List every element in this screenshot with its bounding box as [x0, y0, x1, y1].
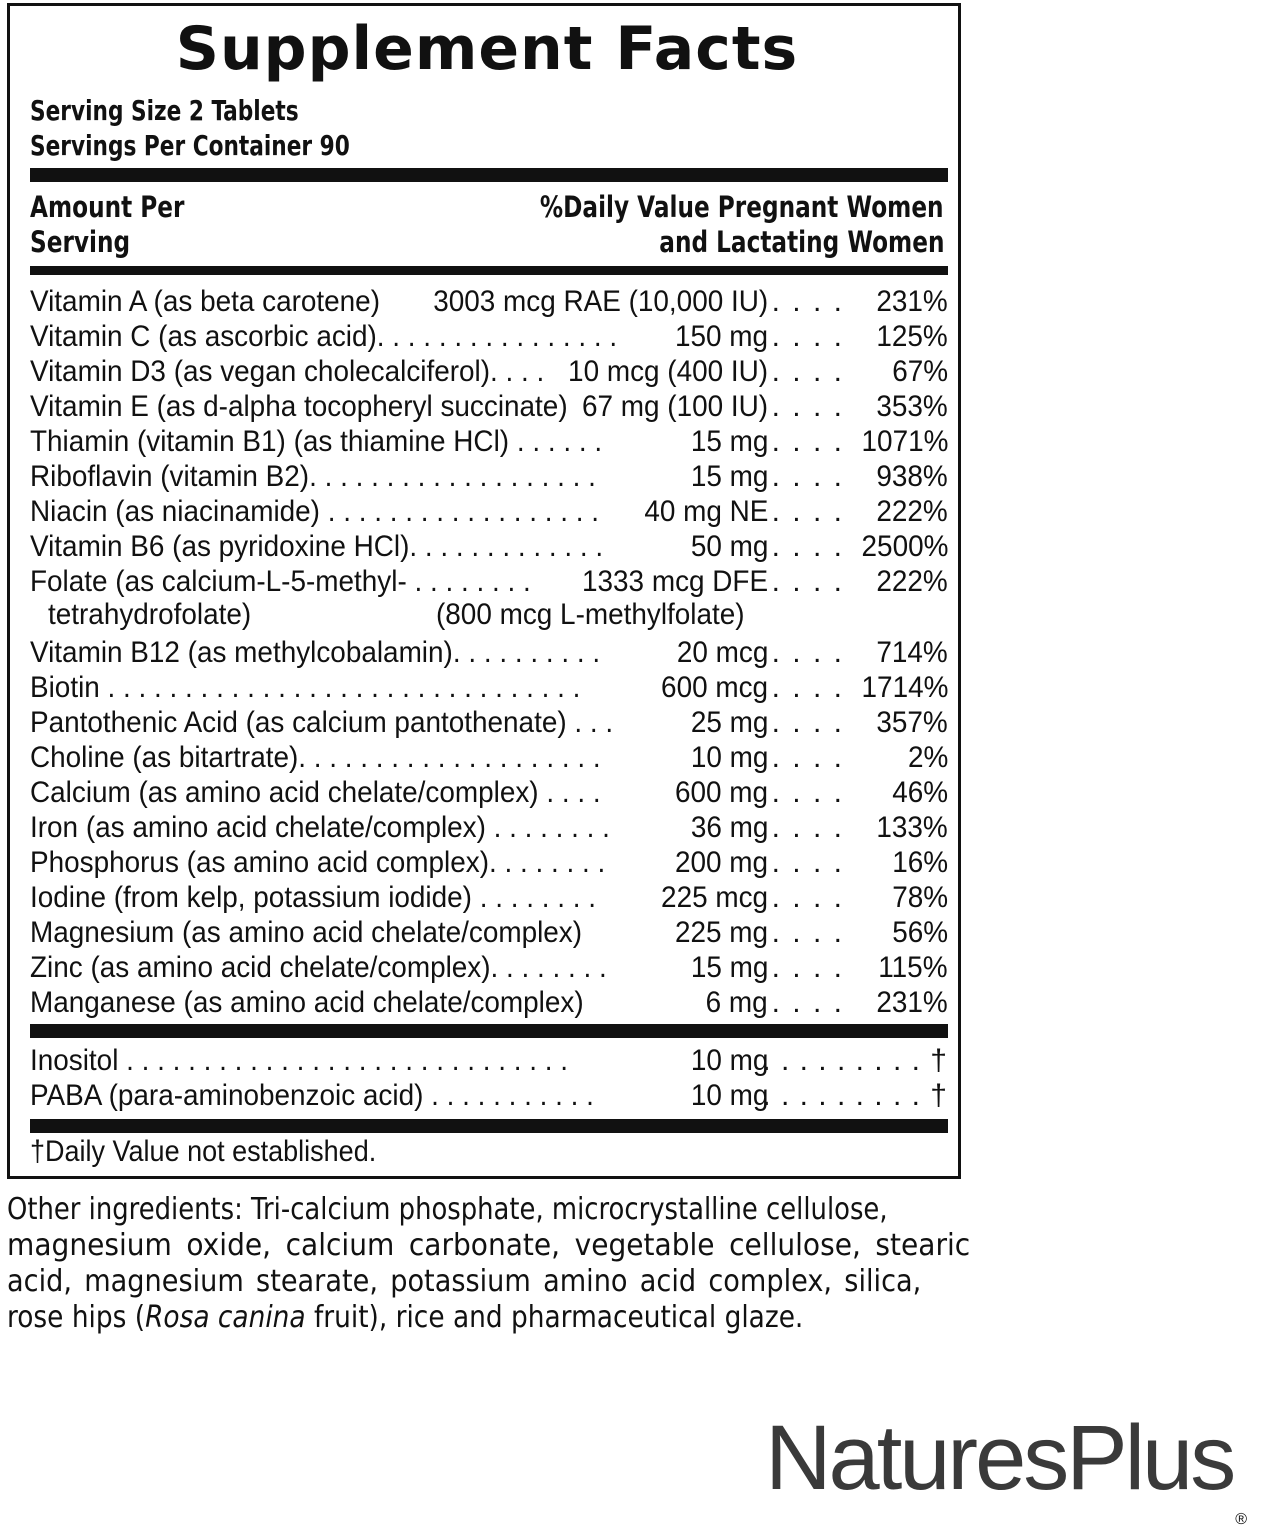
nutrient-amount: 6 mg: [705, 986, 768, 1019]
nutrient-row: [30, 880, 948, 915]
nutrient-row: [30, 529, 948, 564]
line4-end: fruit), rice and pharmaceutical glaze.: [305, 1300, 804, 1335]
nutrient-amount: 15 mg: [690, 425, 768, 458]
leader-dots: . . . .: [771, 425, 844, 458]
header-amount-per: Amount Per: [30, 190, 185, 224]
thick-rule-bottom: [30, 1119, 948, 1133]
nutrient-row: [30, 985, 948, 1020]
nutrient-amount: 150 mg: [674, 320, 768, 353]
nutrient-amount: 36 mg: [690, 811, 768, 844]
nutrient-daily-value: 357%: [876, 706, 948, 739]
nutrient-row: [30, 845, 948, 880]
nutrient-label: Calcium (as amino acid chelate/complex) . . . .: [30, 776, 601, 809]
nutrient-amount: 20 mcg: [676, 636, 768, 669]
nutrient-label: Phosphorus (as amino acid complex). . . . . . . .: [30, 846, 606, 879]
panel-title: Supplement Facts: [175, 14, 799, 84]
nutrient-label: Vitamin B6 (as pyridoxine HCl). . . . . . . . . . . . .: [30, 530, 604, 563]
other-nutrient-row: [30, 1043, 948, 1078]
leader-dots: . . . .: [771, 390, 844, 423]
nutrient-row: [30, 740, 948, 775]
nutrient-label: Vitamin E (as d-alpha tocopheryl succinate): [30, 390, 568, 423]
leader-dots: . . . .: [771, 636, 844, 669]
header-serving: Serving: [30, 225, 131, 259]
leader-dots: . . . .: [771, 916, 844, 949]
nutrient-label: Pantothenic Acid (as calcium pantothenate) . . .: [30, 706, 614, 739]
supplement-facts-panel: [7, 3, 961, 1179]
leader-dots: . . . .: [771, 706, 844, 739]
nutrient-amount: 10 mg: [690, 1044, 768, 1077]
nutrient-amount: 25 mg: [690, 706, 768, 739]
nutrient-amount: 67 mg (100 IU): [581, 390, 768, 423]
nutrient-row: [30, 564, 948, 599]
nutrient-row: [30, 635, 948, 670]
leader-dots: . . . .: [771, 881, 844, 914]
leader-dots: . . . .: [771, 320, 844, 353]
folate-continuation-amount: (800 mcg L-methylfolate): [436, 598, 745, 631]
nutrient-amount: 10 mcg (400 IU): [567, 355, 768, 388]
nutrient-daily-value: 115%: [878, 951, 948, 984]
nutrient-label: Vitamin D3 (as vegan cholecalciferol). . . .: [30, 355, 545, 388]
footnote: †Daily Value not established.: [30, 1135, 377, 1168]
nutrient-label: Magnesium (as amino acid chelate/complex): [30, 916, 583, 949]
nutrient-amount: 50 mg: [690, 530, 768, 563]
nutrient-row: [30, 915, 948, 950]
nutrient-amount: 15 mg: [690, 460, 768, 493]
nutrient-daily-value: . . . . . . . . . †: [762, 1044, 948, 1077]
serving-size: Serving Size 2 Tablets: [30, 94, 299, 127]
nutrient-amount: 200 mg: [674, 846, 768, 879]
other-ingredients-line-2: magnesium oxide, calcium carbonate, vegetable cellulose, stearic: [7, 1228, 971, 1263]
nutrient-amount: 10 mg: [690, 1079, 768, 1112]
nutrient-daily-value: 714%: [876, 636, 948, 669]
nutrient-label: Riboflavin (vitamin B2). . . . . . . . . . . . . . . . . . .: [30, 460, 596, 493]
header-daily-value: %Daily Value Pregnant Women: [540, 190, 944, 224]
other-ingredients-line-4: [7, 1300, 852, 1336]
nutrient-amount: 3003 mcg RAE (10,000 IU): [433, 285, 768, 318]
nutrient-daily-value: 46%: [892, 776, 948, 809]
nutrient-daily-value: . . . . . . . . . †: [762, 1079, 948, 1112]
nutrient-daily-value: 125%: [876, 320, 948, 353]
nutrient-amount: 600 mcg: [660, 671, 768, 704]
nutrient-label: Niacin (as niacinamide) . . . . . . . . . . . . . . . . . .: [30, 495, 600, 528]
nutrient-label: PABA (para-aminobenzoic acid) . . . . . . . . . . .: [30, 1079, 594, 1112]
nutrient-row: [30, 389, 948, 424]
nutrient-row: [30, 950, 948, 985]
nutrient-label: Vitamin B12 (as methylcobalamin). . . . . . . . . .: [30, 636, 601, 669]
naturesplus-logo: [765, 1407, 1247, 1528]
leader-dots: . . . .: [771, 565, 844, 598]
nutrient-daily-value: 16%: [892, 846, 948, 879]
nutrient-label: Vitamin C (as ascorbic acid). . . . . . . . . . . . . . . .: [30, 320, 618, 353]
leader-dots: . . . .: [771, 811, 844, 844]
nutrient-row: [30, 354, 948, 389]
nutrient-label: Folate (as calcium-L-5-methyl- . . . . . . . .: [30, 565, 531, 598]
nutrient-label: Iodine (from kelp, potassium iodide) . . . . . . . .: [30, 881, 596, 914]
logo-natures: Natures: [765, 1407, 1067, 1509]
leader-dots: . . . .: [771, 951, 844, 984]
nutrient-daily-value: 67%: [892, 355, 948, 388]
nutrient-row: [30, 424, 948, 459]
nutrient-row: [30, 775, 948, 810]
nutrient-daily-value: 222%: [876, 495, 948, 528]
nutrient-row: [30, 670, 948, 705]
nutrient-label: Manganese (as amino acid chelate/complex): [30, 986, 584, 1019]
logo-plus: Plus: [1066, 1407, 1234, 1509]
other-ingredients: [7, 1192, 971, 1336]
nutrient-amount: 15 mg: [690, 951, 768, 984]
folate-continuation-label: tetrahydrofolate): [48, 598, 252, 631]
nutrient-daily-value: 222%: [876, 565, 948, 598]
nutrient-row: [30, 494, 948, 529]
nutrient-amount: 225 mg: [674, 916, 768, 949]
other-nutrient-row: [30, 1078, 948, 1113]
leader-dots: . . . .: [771, 285, 844, 318]
leader-dots: . . . .: [771, 530, 844, 563]
nutrient-amount: 10 mg: [690, 741, 768, 774]
nutrient-label: Iron (as amino acid chelate/complex) . . . . . . . .: [30, 811, 610, 844]
thick-rule-middle: [30, 1024, 948, 1038]
leader-dots: . . . .: [771, 846, 844, 879]
nutrient-daily-value: 231%: [876, 986, 948, 1019]
nutrient-row: [30, 284, 948, 319]
nutrient-label: Thiamin (vitamin B1) (as thiamine HCl) . . . . . .: [30, 425, 603, 458]
nutrient-daily-value: 56%: [892, 916, 948, 949]
nutrient-daily-value: 2%: [907, 741, 948, 774]
nutrient-daily-value: 1714%: [861, 671, 948, 704]
nutrient-row: [30, 459, 948, 494]
nutrient-row: [30, 705, 948, 740]
other-ingredients-line-3: acid, magnesium stearate, potassium amino acid complex, silica,: [7, 1264, 922, 1299]
registered-mark: ®: [1235, 1511, 1247, 1528]
nutrient-amount: 1333 mcg DFE: [581, 565, 768, 598]
nutrient-daily-value: 353%: [876, 390, 948, 423]
leader-dots: . . . .: [771, 355, 844, 388]
nutrient-label: Zinc (as amino acid chelate/complex). . . . . . . .: [30, 951, 607, 984]
nutrient-label: Vitamin A (as beta carotene): [30, 285, 380, 318]
nutrient-row: [30, 319, 948, 354]
leader-dots: . . . .: [771, 495, 844, 528]
nutrient-daily-value: 2500%: [861, 530, 948, 563]
nutrient-label: Biotin . . . . . . . . . . . . . . . . . . . . . . . . . . . . . . .: [30, 671, 581, 704]
latin-name: Rosa canina: [145, 1300, 306, 1335]
nutrient-daily-value: 133%: [876, 811, 948, 844]
nutrient-amount: 600 mg: [674, 776, 768, 809]
nutrient-label: Inositol . . . . . . . . . . . . . . . . . . . . . . . . . . . . .: [30, 1044, 568, 1077]
header-pregnant-lactating: and Lactating Women: [658, 225, 944, 259]
nutrient-amount: 40 mg NE: [643, 495, 768, 528]
nutrient-daily-value: 938%: [876, 460, 948, 493]
other-ingredients-line-1: Other ingredients: Tri-calcium phosphate, microcrystalline cellulose,: [7, 1192, 888, 1227]
leader-dots: . . . .: [771, 986, 844, 1019]
nutrient-row: [30, 810, 948, 845]
nutrient-daily-value: 78%: [892, 881, 948, 914]
nutrient-daily-value: 231%: [876, 285, 948, 318]
leader-dots: . . . .: [771, 776, 844, 809]
servings-per-container: Servings Per Container 90: [30, 129, 350, 162]
leader-dots: . . . .: [771, 460, 844, 493]
leader-dots: . . . .: [771, 671, 844, 704]
thick-rule-top: [30, 168, 948, 182]
leader-dots: . . . .: [771, 741, 844, 774]
nutrient-label: Choline (as bitartrate). . . . . . . . . . . . . . . . . . . .: [30, 741, 601, 774]
nutrient-daily-value: 1071%: [861, 425, 948, 458]
nutrient-amount: 225 mcg: [660, 881, 768, 914]
line4-start: rose hips (: [7, 1300, 146, 1335]
medium-rule: [30, 266, 948, 275]
